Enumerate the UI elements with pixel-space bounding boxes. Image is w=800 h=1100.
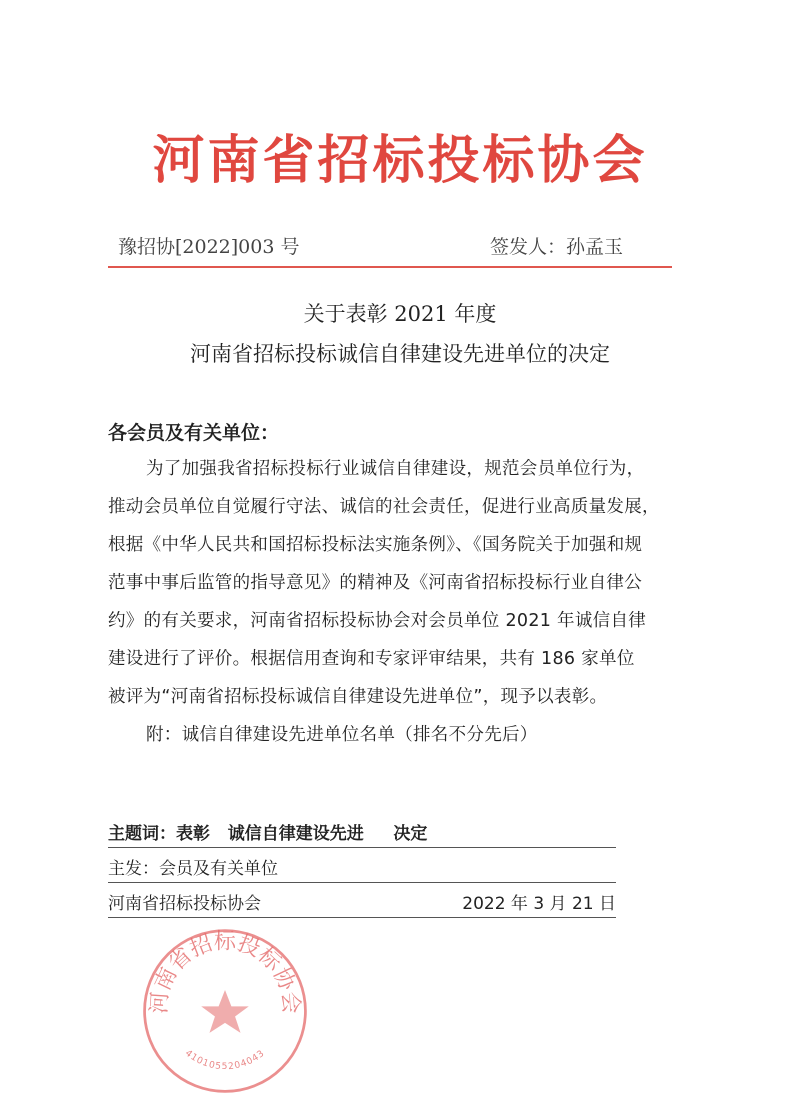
distribution: 主发：会员及有关单位 bbox=[108, 859, 278, 879]
svg-text:4101055204043 bbox=[183, 1048, 267, 1072]
issuer: 河南省招标投标协会 bbox=[108, 894, 261, 914]
seal-code: 4101055204043 bbox=[182, 1048, 268, 1073]
footer-distribution-row bbox=[108, 852, 616, 883]
footer-subject-row bbox=[108, 817, 616, 848]
attachment-note: 附：诚信自律建设先进单位名单（排名不分先后） bbox=[146, 725, 538, 745]
seal-text: 河南省招标投标协会 bbox=[146, 929, 304, 1015]
document-number: 豫招协[2022]003 号 bbox=[118, 236, 300, 258]
body-line: 建设进行了评价。根据信用查询和专家评审结果，共有 186 家单位 bbox=[108, 649, 635, 669]
red-divider bbox=[108, 266, 672, 268]
body-line: 约》的有关要求，河南省招标投标协会对会员单位 2021 年诚信自律 bbox=[108, 611, 647, 631]
document-title-line1: 关于表彰 2021 年度 bbox=[303, 302, 497, 326]
body-line: 为了加强我省招标投标行业诚信自律建设，规范会员单位行为， bbox=[146, 459, 645, 479]
footer-issuer-row bbox=[108, 887, 616, 918]
official-seal bbox=[140, 926, 310, 1096]
body-line: 根据《中华人民共和国招标投标法实施条例》、《国务院关于加强和规 bbox=[108, 535, 643, 555]
subject-keywords: 主题词：表彰 诚信自律建设先进 决定 bbox=[108, 824, 428, 844]
issue-date: 2022 年 3 月 21 日 bbox=[462, 894, 616, 914]
body-line: 推动会员单位自觉履行守法、诚信的社会责任，促进行业高质量发展， bbox=[108, 497, 660, 517]
body-line: 范事中事后监管的指导意见》的精神及《河南省招标投标行业自律公 bbox=[108, 573, 642, 593]
document-title-line2: 河南省招标投标诚信自律建设先进单位的决定 bbox=[190, 342, 610, 366]
body-line: 被评为“河南省招标投标诚信自律建设先进单位”，现予以表彰。 bbox=[108, 687, 608, 707]
seal-star-icon bbox=[201, 990, 249, 1033]
signer: 签发人：孙孟玉 bbox=[490, 236, 624, 258]
org-letterhead-title: 河南省招标投标协会 bbox=[152, 130, 648, 191]
salutation: 各会员及有关单位： bbox=[108, 422, 280, 444]
